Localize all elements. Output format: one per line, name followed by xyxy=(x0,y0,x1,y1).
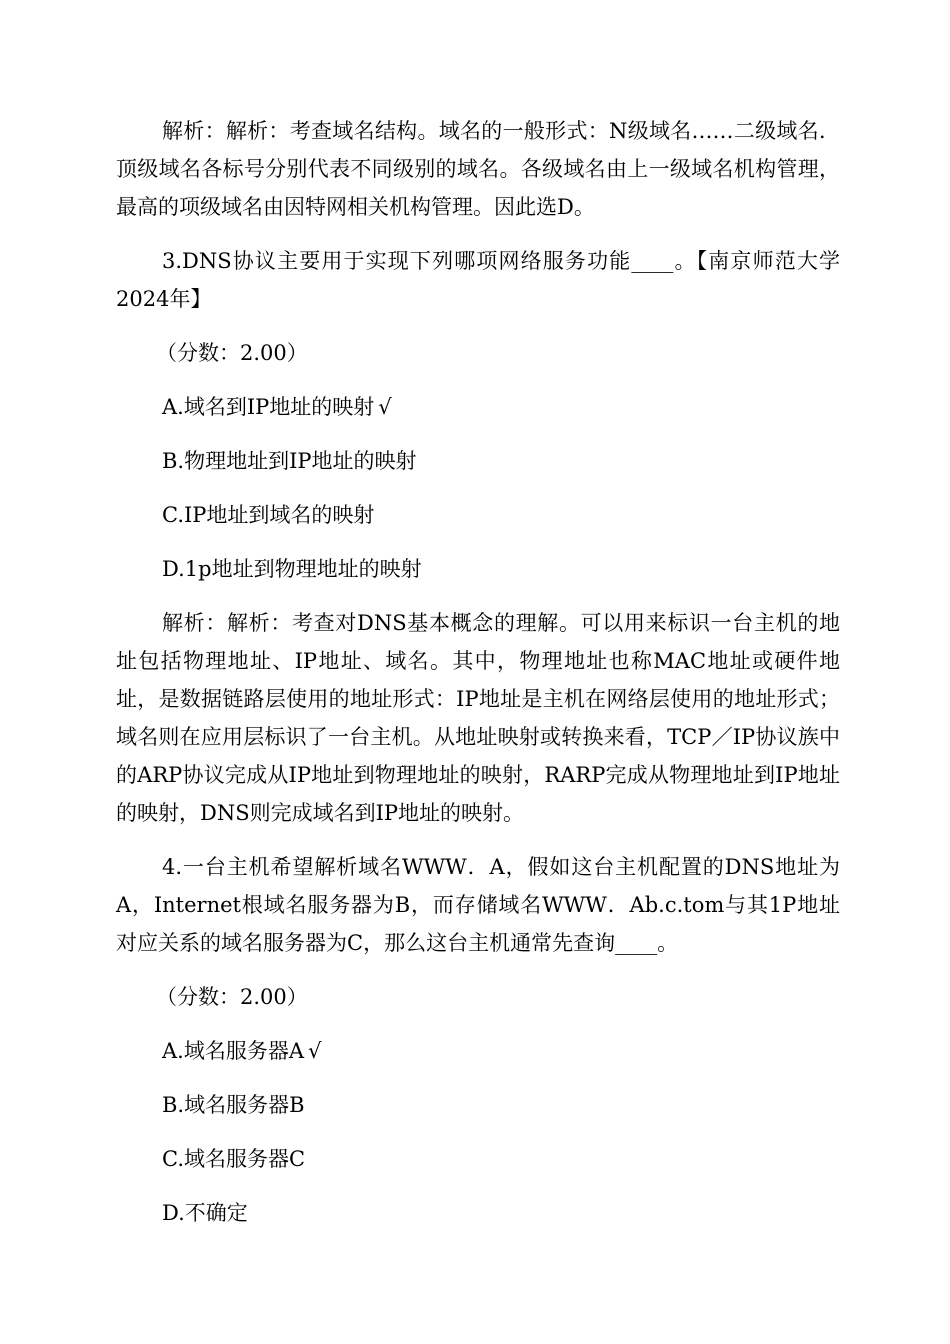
q4-stem: 4.一台主机希望解析域名WWW．A，假如这台主机配置的DNS地址为A，Internet根域名服务器为B，而存储域名WWW．Ab.c.tom与其1P地址对应关系的域名服务器为C，那么这台主机通常先查询____。 xyxy=(116,855,840,955)
q3-option-a xyxy=(116,388,840,426)
q3-option-a-text: A.域名到IP地址的映射 xyxy=(162,395,375,419)
q3-option-c-text: C.IP地址到域名的映射 xyxy=(162,503,375,527)
q3-option-d-text: D.1p地址到物理地址的映射 xyxy=(162,557,422,581)
q3-analysis: 解析：解析：考查对DNS基本概念的理解。可以用来标识一台主机的地址包括物理地址、IP地址、域名。其中，物理地址也称MAC地址或硬件地址，是数据链路层使用的地址形式：IP地址是主机在网络层使用的地址形式；域名则在应用层标识了一台主机。从地址映射或转换来看，TCP／IP协议族中的ARP协议完成从IP地址到物理地址的映射，RARP完成从物理地址到IP地址的映射，DNS则完成域名到IP地址的映射。 xyxy=(116,611,840,825)
q3-option-c xyxy=(116,496,840,534)
q4-option-b-text: B.域名服务器B xyxy=(162,1093,305,1117)
q4-option-a-text: A.域名服务器A xyxy=(162,1039,305,1063)
q3-score: （分数：2.00） xyxy=(156,341,308,365)
q4-option-a xyxy=(116,1032,840,1070)
q4-option-d-text: D.不确定 xyxy=(162,1201,248,1225)
q3-option-d xyxy=(116,550,840,588)
q3-option-b-text: B.物理地址到IP地址的映射 xyxy=(162,449,417,473)
q4-option-c-text: C.域名服务器C xyxy=(162,1147,306,1171)
document-page xyxy=(116,112,840,1232)
correct-check-icon: √ xyxy=(308,1039,322,1063)
q3-stem: 3.DNS协议主要用于实现下列哪项网络服务功能____。【南京师范大学2024年】 xyxy=(116,249,840,311)
q4-option-d xyxy=(116,1194,840,1232)
q4-score: （分数：2.00） xyxy=(156,985,308,1009)
q3-option-b xyxy=(116,442,840,480)
q4-option-c xyxy=(116,1140,840,1178)
q4-option-b xyxy=(116,1086,840,1124)
q2-analysis: 解析：解析：考查域名结构。域名的一般形式：N级域名……二级域名．顶级域名各标号分别代表不同级别的域名。各级域名由上一级域名机构管理，最高的项级域名由因特网相关机构管理。因此选D。 xyxy=(116,119,840,219)
correct-check-icon: √ xyxy=(378,395,392,419)
